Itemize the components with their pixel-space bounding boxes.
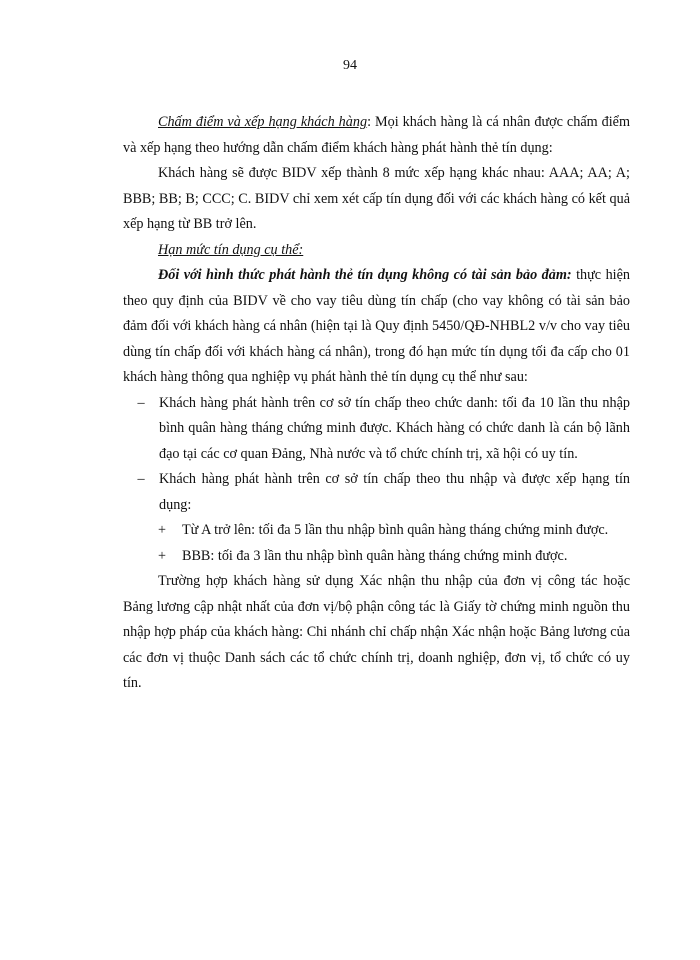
page-body: [123, 110, 630, 697]
dash-bullet: –: [137, 394, 145, 411]
paragraph-rating-levels: Khách hàng sẽ được BIDV xếp thành 8 mức xếp hạng khác nhau: AAA; AA; A; BBB; BB; B; CCC; C. BIDV chỉ xem xét cấp tín dụng đối với các khách hàng có kết quả xếp hạng từ BB trở lên.: [123, 165, 630, 232]
list-item-title-based-text: Khách hàng phát hành trên cơ sở tín chấp theo chức danh: tối đa 10 lần thu nhập bình quân hàng tháng chứng minh được. Khách hàng có chức danh là cán bộ lãnh đạo tại các cơ quan Đảng, Nhà nước và tổ chức chính trị, xã hội có uy tín.: [159, 394, 630, 462]
lead-unsecured-card: Đối với hình thức phát hành thẻ tín dụng không có tài sản bảo đảm:: [158, 267, 572, 283]
paragraph-customer-rating-text: : Mọi khách hàng là cá nhân được chấm điểm và xếp hạng theo hướng dẫn chấm điểm khách hàng phát hành thẻ tín dụng:: [123, 114, 630, 156]
list-item-income-based-text: Khách hàng phát hành trên cơ sở tín chấp theo thu nhập và được xếp hạng tín dụng:: [159, 471, 630, 513]
heading-customer-rating: Chấm điểm và xếp hạng khách hàng: [158, 114, 368, 130]
sub-item-a-and-above-text: Từ A trở lên: tối đa 5 lần thu nhập bình quân hàng tháng chứng minh được.: [182, 522, 609, 538]
paragraph-unsecured-card-text: thực hiện theo quy định của BIDV về cho vay tiêu dùng tín chấp (cho vay không có tài sản bảo đảm đối với khách hàng cá nhân (hiện tại là Quy định 5450/QĐ-NHBL2 v/v cho vay tiêu dùng tín chấp đối với khách hàng cá nhân), trong đó hạn mức tín dụng tối đa cấp cho 01 khách hàng thông qua nghiệp vụ phát hành thẻ tín dụng cụ thể như sau:: [123, 267, 630, 385]
list-item-income-based: [123, 467, 630, 518]
paragraph-unsecured-card: [123, 263, 630, 391]
heading-credit-limit: [123, 238, 630, 264]
sub-item-a-and-above: [123, 518, 630, 544]
list-item-title-based: [123, 391, 630, 468]
heading-credit-limit-text: Hạn mức tín dụng cụ thể:: [158, 241, 304, 258]
sub-item-bbb-text: BBB: tối đa 3 lần thu nhập bình quân hàng tháng chứng minh được.: [182, 547, 568, 564]
paragraph-customer-rating: [123, 110, 630, 161]
paragraph-income-proof: Trường hợp khách hàng sử dụng Xác nhận thu nhập của đơn vị công tác hoặc Bảng lương cập nhật nhất của đơn vị/bộ phận công tác là Giấy tờ chứng minh nguồn thu nhập hợp pháp của khách hàng: Chi nhánh chỉ chấp nhận Xác nhận hoặc Bảng lương của các đơn vị thuộc Danh sách các tổ chức chính trị, doanh nghiệp, đơn vị, tổ chức có uy tín.: [123, 573, 630, 691]
sub-item-bbb: [123, 544, 630, 570]
plus-bullet: +: [158, 522, 167, 538]
dash-bullet: –: [137, 471, 145, 487]
plus-bullet: +: [158, 547, 167, 564]
page-number: 94: [343, 58, 357, 73]
